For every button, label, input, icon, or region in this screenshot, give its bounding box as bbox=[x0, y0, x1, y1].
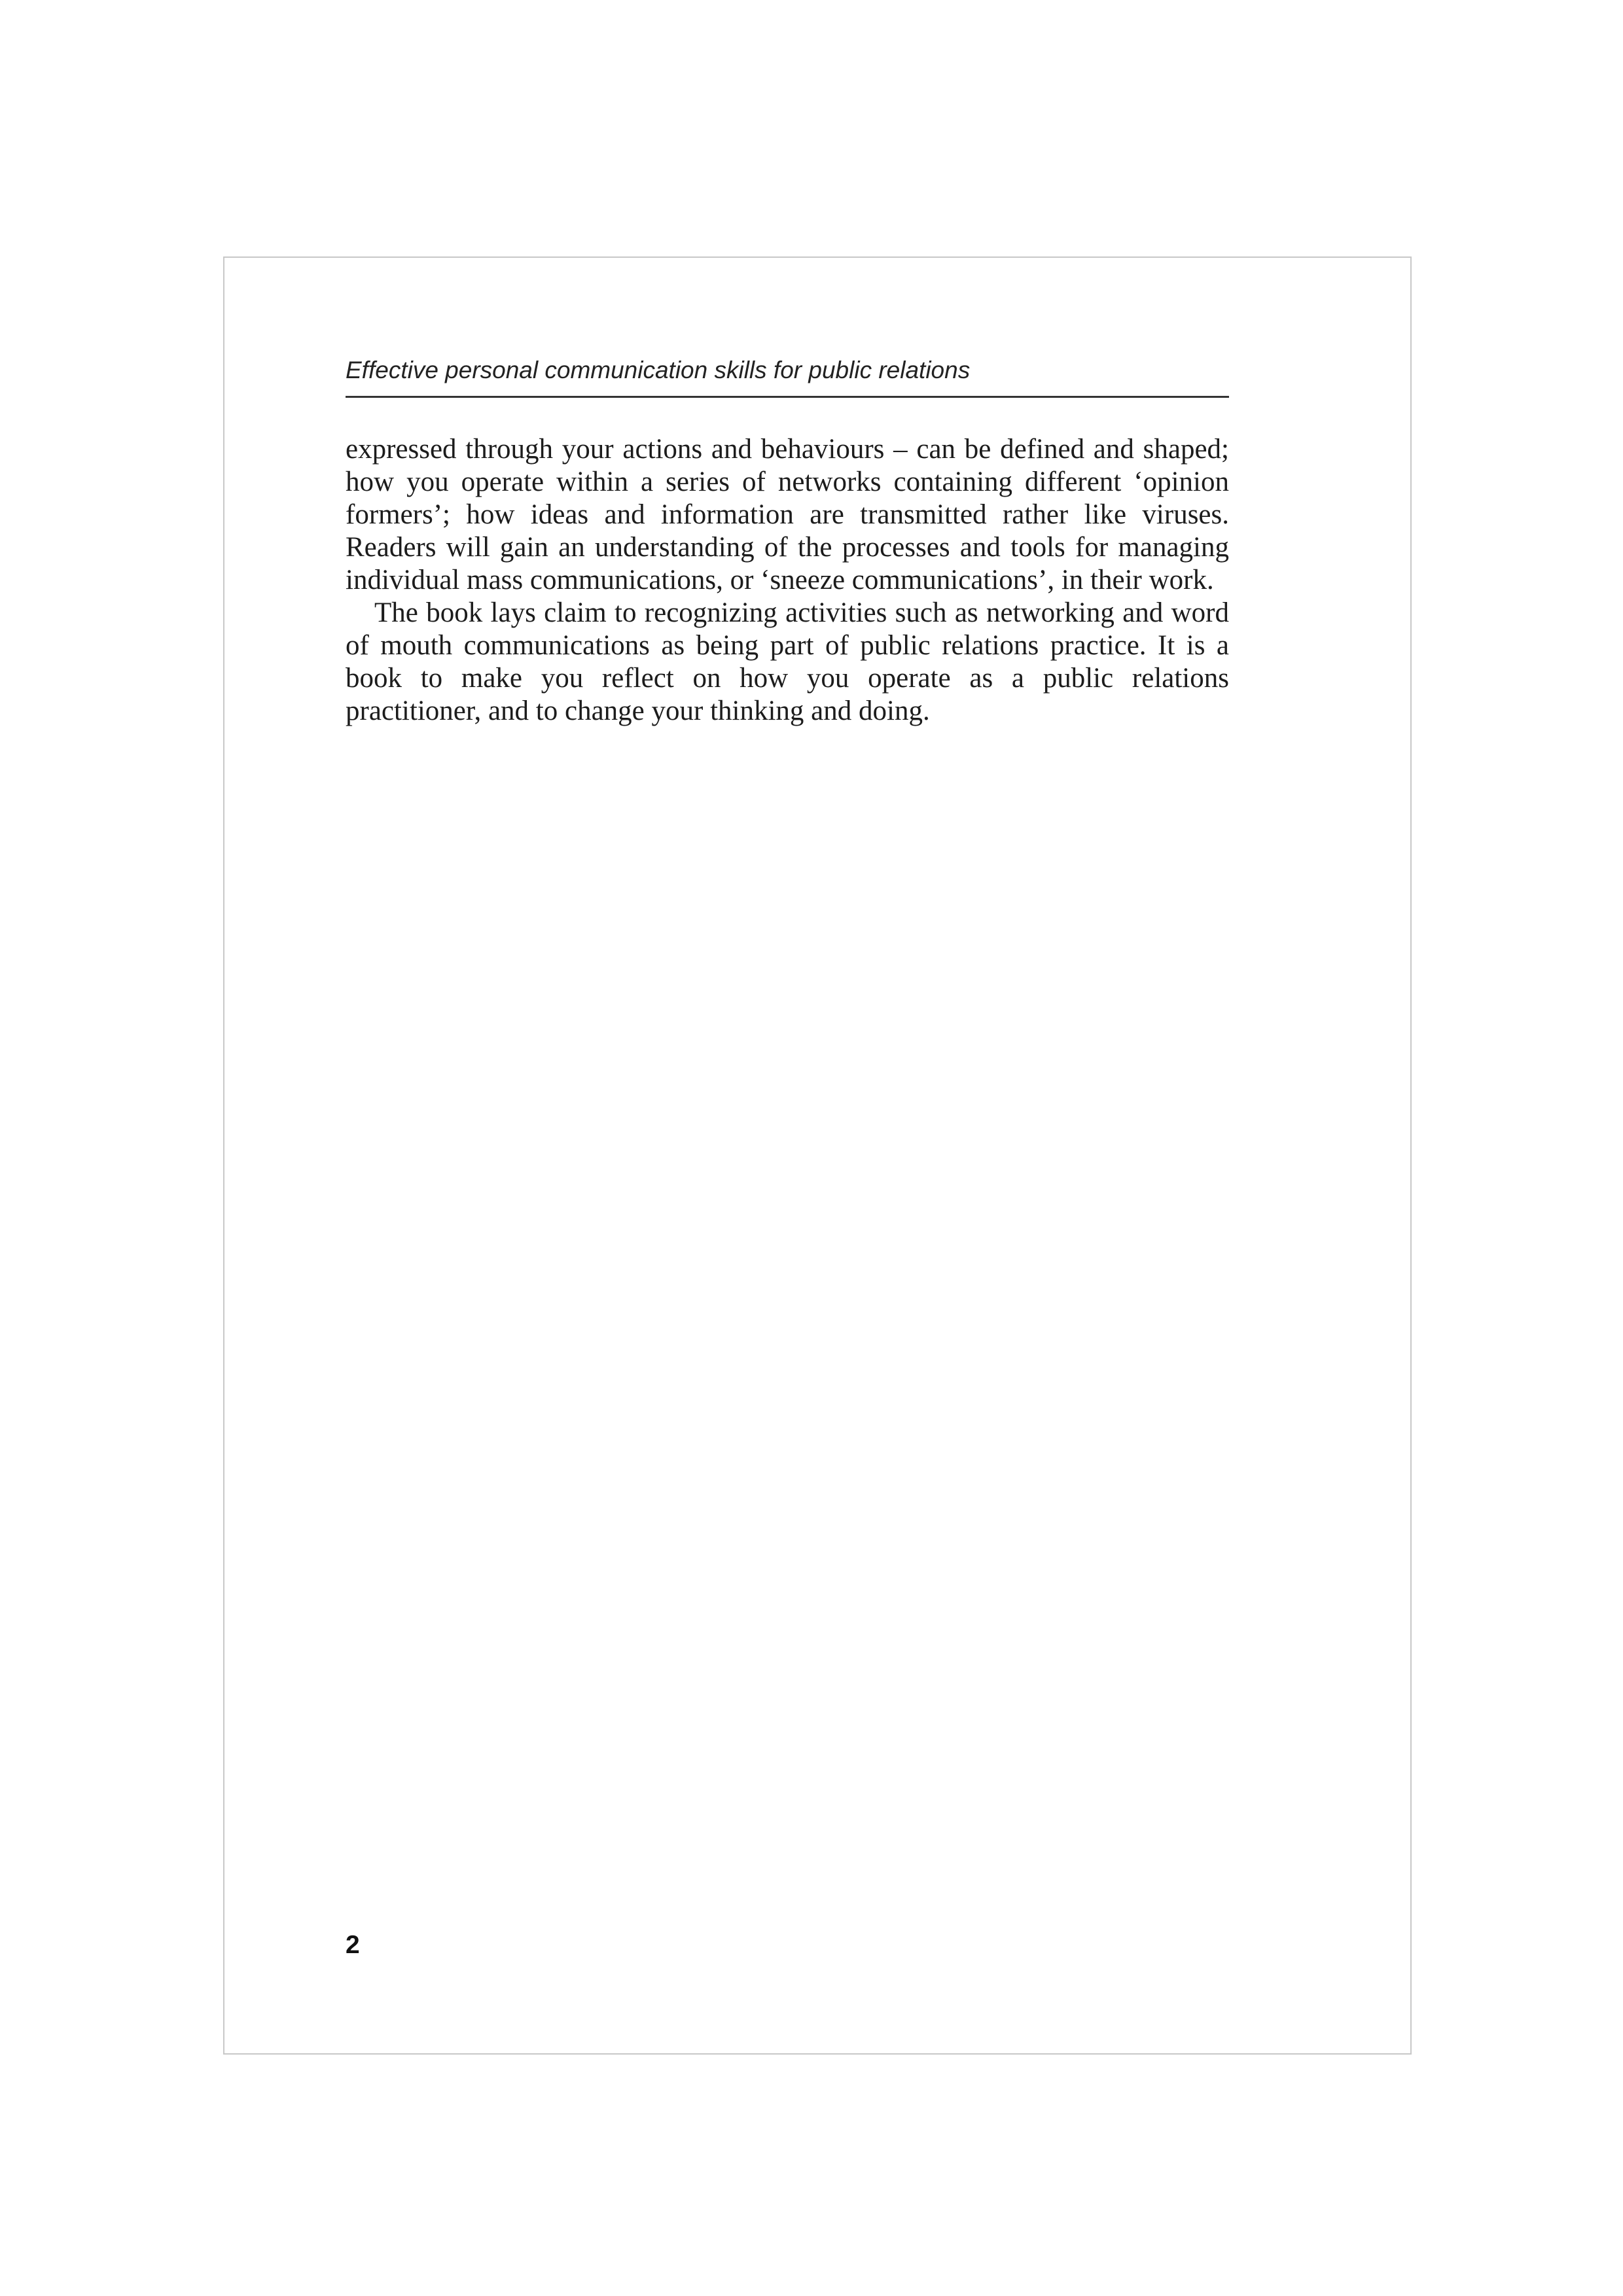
running-header: Effective personal communication skills for public relations bbox=[346, 357, 971, 383]
paragraph-continued: expressed through your actions and behaviours – can be defined and shaped; how you operate within a series of networks containing different ‘opinion formers’; how ideas and information are transmitted rather like viruses. Readers will gain an understanding of the processes and tools for managing individual mass communications, or ‘sneeze communications’, in their work. bbox=[346, 434, 1229, 595]
paragraph: The book lays claim to recognizing activities such as networking and word of mouth communications as being part of public relations practice. It is a book to make you reflect on how you operate as a public relations practitioner, and to change your thinking and doing. bbox=[346, 597, 1229, 726]
body-text bbox=[346, 433, 1229, 728]
header-rule bbox=[346, 396, 1229, 398]
page-number: 2 bbox=[346, 1931, 360, 1959]
